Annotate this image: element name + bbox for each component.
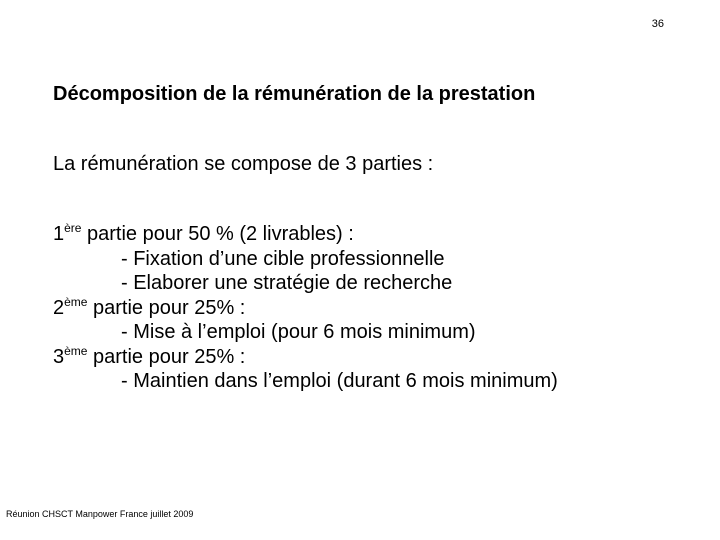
part-heading-3 — [53, 345, 558, 370]
slide-title: Décomposition de la rémunération de la prestation — [53, 83, 536, 105]
ordinal-suffix: ème — [64, 343, 88, 358]
part-number: 1 — [53, 223, 65, 245]
part-item: - Elaborer une stratégie de recherche — [121, 272, 453, 294]
part-item: - Mise à l’emploi (pour 6 mois minimum) — [121, 321, 476, 343]
part-heading-1 — [53, 222, 558, 247]
intro-text: La rémunération se compose de 3 parties : — [53, 153, 434, 175]
part-heading-2 — [53, 296, 558, 321]
part-heading-text: partie pour 25% : — [87, 345, 246, 368]
part-heading-text: partie pour 25% : — [87, 296, 246, 319]
ordinal-suffix: ème — [64, 294, 88, 309]
page-number: 36 — [651, 18, 664, 30]
part-item: - Fixation d’une cible professionnelle — [121, 247, 445, 270]
part-item: - Maintien dans l’emploi (durant 6 mois minimum) — [121, 370, 558, 392]
part-number: 2 — [53, 296, 65, 319]
footer-text: Réunion CHSCT Manpower France juillet 2009 — [6, 509, 194, 519]
parts-list — [53, 222, 558, 394]
ordinal-suffix: ère — [64, 221, 82, 235]
part-heading-text: partie pour 50 % (2 livrables) : — [81, 223, 354, 245]
part-number: 3 — [53, 345, 65, 368]
